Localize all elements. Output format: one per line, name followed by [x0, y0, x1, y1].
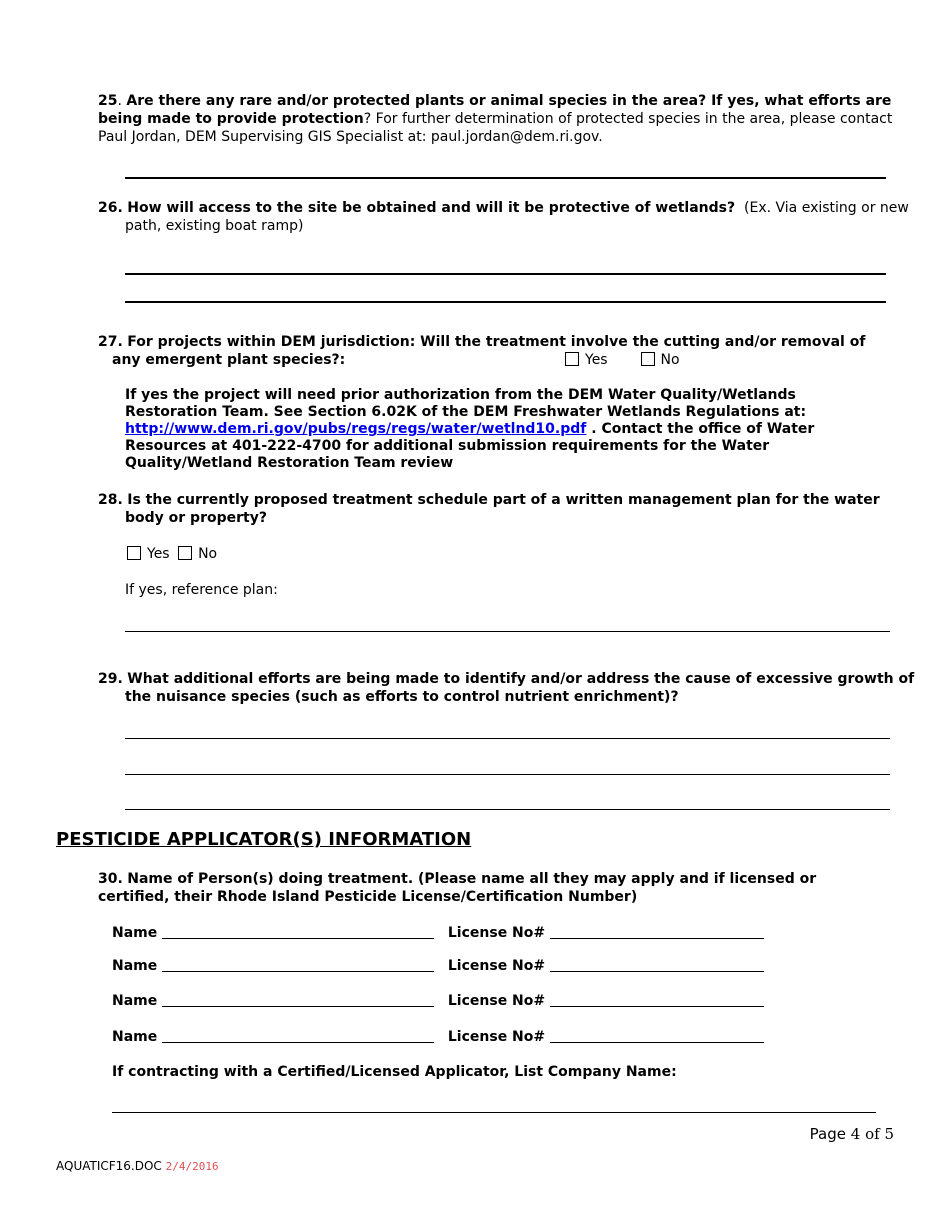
q28-no-label: No: [198, 546, 218, 562]
q28-yes-checkbox[interactable]: [127, 546, 141, 560]
name-field[interactable]: [162, 924, 434, 939]
question-25-number: 25: [98, 93, 118, 109]
question-25-text: Are there any rare and/or protected plants or animal species in the area? If yes, what efforts are being made to provide protection: [98, 93, 892, 127]
page-number: [810, 1125, 894, 1143]
q27-no-checkbox[interactable]: [641, 352, 655, 366]
applicator-row-1: [112, 924, 764, 941]
document-name: AQUATICF16.DOC: [56, 1159, 162, 1173]
name-field[interactable]: [162, 957, 434, 972]
question-28-options: [127, 545, 217, 563]
company-name-line[interactable]: [112, 1112, 876, 1113]
answer-line-29a[interactable]: [125, 738, 890, 739]
page-count: 4 of 5: [850, 1125, 894, 1143]
license-field[interactable]: [550, 992, 764, 1007]
answer-line-26a[interactable]: [125, 273, 886, 275]
page-word: Page: [809, 1125, 846, 1143]
question-26-number: 26.: [98, 200, 123, 216]
name-label: Name: [112, 1029, 158, 1045]
q27-no-label: No: [660, 352, 680, 368]
answer-line-29b[interactable]: [125, 774, 890, 775]
q28-yes-label: Yes: [147, 546, 170, 562]
q27-note-contact: . Contact the office of Water Resources at 401-222-4700 for additional submission requirements for the Water Quality/Wetland Restoration Team review: [125, 421, 815, 471]
question-26-text: How will access to the site be obtained and will it be protective of wetlands?: [127, 200, 736, 216]
question-30-text: Name of Person(s) doing treatment. (Please name all they may apply and if licensed or certified, their Rhode Island Pesticide License/Certification Number): [98, 871, 817, 905]
document-id: [56, 1159, 219, 1173]
applicator-row-4: [112, 1028, 764, 1045]
q27-note-text: If yes the project will need prior authorization from the DEM Water Quality/Wetlands Restoration Team. See Section 6.02K of the DEM Freshwater Wetlands Regulations at:: [125, 387, 807, 420]
license-field[interactable]: [550, 924, 764, 939]
q28-no-checkbox[interactable]: [178, 546, 192, 560]
document-date: 2/4/2016: [165, 1160, 219, 1173]
question-28-text: Is the currently proposed treatment schedule part of a written management plan for the water body or property?: [125, 492, 880, 526]
question-29-number: 29.: [98, 671, 123, 687]
q28-reference-label: If yes, reference plan:: [125, 582, 278, 598]
applicator-row-3: [112, 992, 764, 1009]
question-27: [98, 333, 882, 369]
question-26-example: (Ex. Via existing or new path, existing boat ramp): [125, 200, 909, 234]
question-30-number: 30.: [98, 871, 123, 887]
company-name-label: If contracting with a Certified/Licensed Applicator, List Company Name:: [112, 1064, 677, 1080]
question-28: [98, 491, 922, 527]
question-29-text: What additional efforts are being made to identify and/or address the cause of excessive growth of the nuisance species (such as efforts to control nutrient enrichment)?: [125, 671, 915, 705]
license-label: License No#: [447, 925, 546, 941]
license-field[interactable]: [550, 1028, 764, 1043]
question-27-text: For projects within DEM jurisdiction: Will the treatment involve the cutting and/or removal of any emergent plant species?:: [112, 334, 866, 368]
section-heading: PESTICIDE APPLICATOR(S) INFORMATION: [56, 829, 472, 850]
wetlands-regulations-link[interactable]: http://www.dem.ri.gov/pubs/regs/regs/water/wetlnd10.pdf: [125, 421, 587, 437]
answer-line-28[interactable]: [125, 631, 890, 632]
q27-yes-checkbox[interactable]: [565, 352, 579, 366]
question-29: [98, 670, 922, 706]
license-label: License No#: [447, 993, 546, 1009]
license-label: License No#: [447, 958, 546, 974]
question-28-number: 28.: [98, 492, 123, 508]
name-label: Name: [112, 925, 158, 941]
question-30: [98, 870, 888, 906]
name-label: Name: [112, 993, 158, 1009]
applicator-row-2: [112, 957, 764, 974]
answer-line-29c[interactable]: [125, 809, 890, 810]
name-field[interactable]: [162, 1028, 434, 1043]
license-field[interactable]: [550, 957, 764, 972]
answer-line-25[interactable]: [125, 177, 886, 179]
name-label: Name: [112, 958, 158, 974]
license-label: License No#: [447, 1029, 546, 1045]
question-25: 25. Are there any rare and/or protected plants or animal species in the area? If yes, what efforts are being made to provide protection? For further determination of protected species in the area, please contact Paul Jordan, DEM Supervising GIS Specialist at: paul.jordan@dem.ri.gov.: [98, 93, 893, 145]
answer-line-26b[interactable]: [125, 301, 886, 303]
q27-yes-label: Yes: [585, 352, 608, 368]
question-27-options: [565, 351, 680, 369]
name-field[interactable]: [162, 992, 434, 1007]
question-27-note: [125, 387, 870, 472]
question-27-number: 27.: [98, 334, 123, 350]
question-25-contact: ? For further determination of protected species in the area, please contact Paul Jordan, DEM Supervising GIS Specialist at: paul.jordan@dem.ri.gov.: [98, 111, 893, 145]
question-26: [98, 199, 922, 235]
